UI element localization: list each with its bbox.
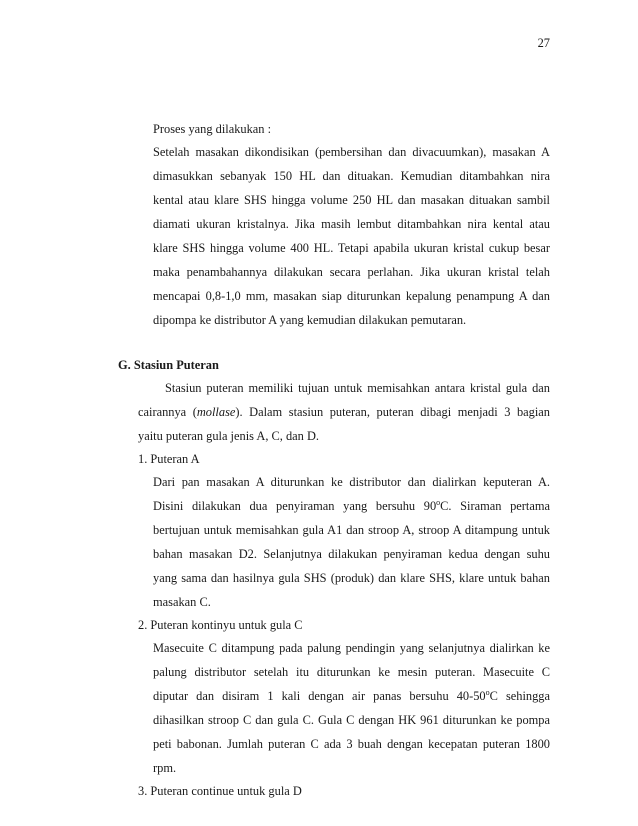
section-paragraph-line <box>138 404 550 420</box>
text-span: cairannya ( <box>138 405 197 419</box>
list-item-line: bahan masakan D2. Selanjutnya dilakukan penyiraman kedua dengan suhu <box>153 547 550 561</box>
text-span: C. Siraman pertama <box>440 499 550 513</box>
intro-line: mencapai 0,8-1,0 mm, masakan siap diturunkan kepalung penampung A dan <box>153 289 550 303</box>
list-item-line: yang sama dan hasilnya gula SHS (produk) dan klare SHS, klare untuk bahan <box>153 571 550 585</box>
list-item-title: 3. Puteran continue untuk gula D <box>138 784 302 798</box>
intro-line: klare SHS hingga volume 400 HL. Tetapi apabila ukuran kristal cukup besar <box>153 241 550 255</box>
intro-line: Setelah masakan dikondisikan (pembersihan dan divacuumkan), masakan A <box>153 145 550 159</box>
italic-term: mollase <box>196 405 236 419</box>
list-item-line: palung distributor setelah itu diturunkan ke mesin puteran. Masecuite C <box>153 665 550 679</box>
intro-line: diamati ukuran kristalnya. Jika masih lembut ditambahkan nira kental atau <box>153 217 550 231</box>
section-paragraph-line: yaitu puteran gula jenis A, C, dan D. <box>138 429 320 443</box>
list-item-line <box>153 498 550 514</box>
list-item-title: 2. Puteran kontinyu untuk gula C <box>138 618 303 632</box>
list-item-line: Dari pan masakan A diturunkan ke distributor dan dialirkan keputeran A. <box>153 475 550 489</box>
intro-line: kental atau klare SHS hingga volume 250 HL dan masakan dituakan sambil <box>153 193 550 207</box>
intro-line: dimasukkan sebanyak 150 HL dan dituakan. Kemudian ditambahkan nira <box>153 169 550 183</box>
text-span: C sehingga <box>489 689 550 703</box>
intro-line: dipompa ke distributor A yang kemudian dilakukan pemutaran. <box>153 313 467 327</box>
section-paragraph-line: Stasiun puteran memiliki tujuan untuk memisahkan antara kristal gula dan <box>165 381 550 395</box>
list-item-line: rpm. <box>153 761 177 775</box>
list-item-line: peti babonan. Jumlah puteran C ada 3 buah dengan kecepatan puteran 1800 <box>153 737 550 751</box>
degree-superscript: o <box>436 497 441 507</box>
text-span: Disini dilakukan dua penyiraman yang bersuhu 90 <box>153 499 437 513</box>
list-item-line: dihasilkan stroop C dan gula C. Gula C dengan HK 961 diturunkan ke pompa <box>153 713 550 727</box>
intro-label: Proses yang dilakukan : <box>153 122 272 136</box>
text-span: diputar dan disiram 1 kali dengan air panas bersuhu 40-50 <box>153 689 486 703</box>
section-heading: G. Stasiun Puteran <box>118 358 219 372</box>
degree-superscript: o <box>485 687 490 697</box>
intro-line: maka penambahannya dilakukan secara perlahan. Jika ukuran kristal telah <box>153 265 550 279</box>
page-number: 27 <box>537 36 550 50</box>
list-item-line: Masecuite C ditampung pada palung pendingin yang selanjutnya dialirkan ke <box>153 641 550 655</box>
list-item-line <box>153 688 550 704</box>
list-item-line: bertujuan untuk memisahkan gula A1 dan stroop A, stroop A ditampung untuk <box>153 523 550 537</box>
list-item-line: masakan C. <box>153 595 211 609</box>
text-span: ). Dalam stasiun puteran, puteran dibagi menjadi 3 bagian <box>235 405 550 419</box>
list-item-title: 1. Puteran A <box>138 452 200 466</box>
